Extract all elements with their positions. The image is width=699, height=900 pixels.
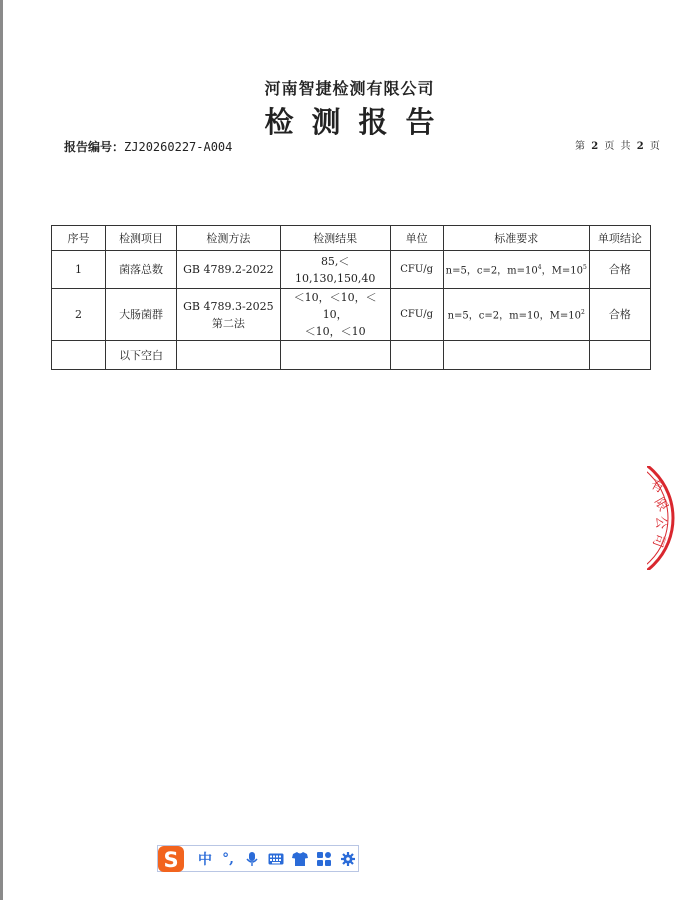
company-name: 河南智捷检测有限公司 [264, 79, 435, 98]
method-line: 第二法 [211, 316, 245, 330]
cell-unit [390, 341, 443, 370]
std-text: n=5，c=2，m=10，M=10 [447, 310, 582, 322]
header-standard: 标准要求 [443, 226, 589, 251]
skin-shirt-icon[interactable] [291, 850, 309, 868]
header-seq: 序号 [52, 226, 106, 251]
table-header-row [52, 226, 651, 251]
cell-item: 大肠菌群 [106, 289, 177, 341]
header-conclusion: 单项结论 [589, 226, 650, 251]
cell-standard [443, 251, 589, 289]
report-title: 检测报告 [264, 105, 453, 139]
cell-unit: CFU/g [390, 289, 443, 341]
result-line: 85,＜ [320, 254, 350, 268]
cell-seq [52, 341, 106, 370]
result-line: ＜10，＜10 [304, 325, 366, 338]
cell-seq: 2 [52, 289, 106, 341]
microphone-icon[interactable] [244, 850, 260, 868]
std-exp: 2 [581, 309, 585, 317]
result-line: ＜10，＜10，＜10， [293, 291, 377, 321]
header-item: 检测项目 [106, 226, 177, 251]
cell-standard [443, 341, 589, 370]
results-table [51, 225, 651, 370]
cell-unit: CFU/g [390, 251, 443, 289]
table-row [52, 289, 651, 341]
svg-text:有: 有 [647, 476, 667, 497]
svg-text:公: 公 [653, 516, 668, 530]
result-line: 10,130,150,40 [294, 271, 376, 285]
cell-item: 菌落总数 [106, 251, 177, 289]
cell-result [280, 289, 390, 341]
header-unit: 单位 [390, 226, 443, 251]
ime-toolbar[interactable] [157, 845, 359, 872]
svg-text:司: 司 [649, 531, 668, 549]
settings-gear-icon[interactable] [339, 850, 357, 868]
ime-punctuation-button[interactable]: °, [222, 851, 234, 867]
cell-conclusion [589, 341, 650, 370]
std-text: n=5，c=2，m=10 [445, 265, 538, 277]
cell-standard [443, 289, 589, 341]
header-result: 检测结果 [280, 226, 390, 251]
cell-item: 以下空白 [106, 341, 177, 370]
cell-method [177, 289, 281, 341]
page-label-end: 页 [649, 141, 660, 152]
table-row [52, 251, 651, 289]
company-seal-stamp [647, 466, 699, 570]
header-method: 检测方法 [177, 226, 281, 251]
table-row [52, 341, 651, 370]
std-text: ，M=10 [541, 265, 583, 277]
cell-seq: 1 [52, 251, 106, 289]
page-current: 2 [591, 141, 599, 152]
cell-result [280, 341, 390, 370]
svg-text:限: 限 [651, 495, 671, 515]
cell-conclusion: 合格 [589, 289, 650, 341]
report-number-value: ZJ20260227-A004 [124, 140, 233, 154]
toolbox-grid-icon[interactable] [315, 850, 333, 868]
keyboard-icon[interactable] [267, 850, 285, 868]
cell-conclusion: 合格 [589, 251, 650, 289]
cell-method [177, 341, 281, 370]
cell-result [280, 251, 390, 289]
page-label: 第 [575, 141, 585, 152]
std-exp: 4 [537, 264, 542, 272]
sogou-logo-icon[interactable] [156, 844, 186, 874]
svg-text:S: S [163, 848, 179, 872]
page-label-total: 页 共 [604, 141, 631, 152]
ime-chinese-mode-button[interactable]: 中 [198, 852, 212, 868]
report-number-label: 报告编号： [64, 140, 125, 154]
cell-method: GB 4789.2-2022 [177, 251, 281, 289]
std-exp: 5 [582, 264, 587, 272]
method-line: GB 4789.3-2025 [183, 299, 274, 313]
page-total: 2 [636, 141, 644, 152]
report-number [64, 138, 232, 155]
page-indicator [575, 137, 660, 152]
